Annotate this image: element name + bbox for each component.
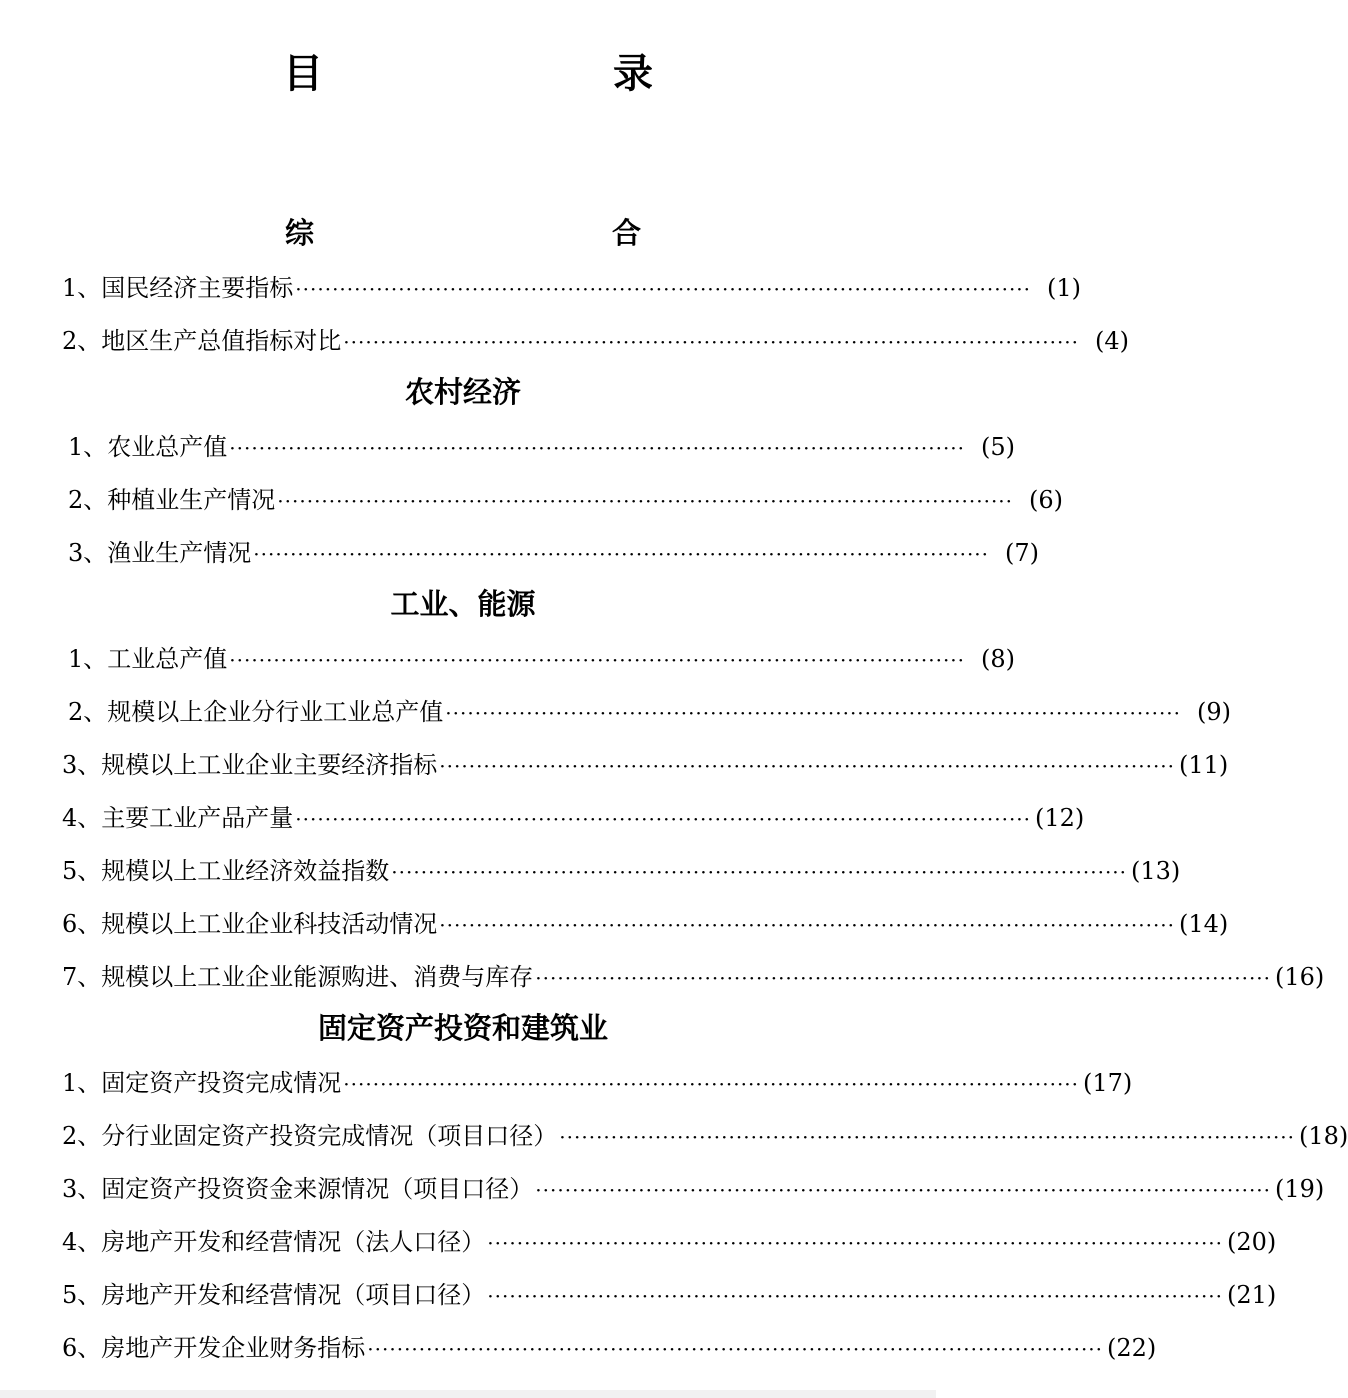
toc-entry[interactable] (62, 854, 1181, 888)
toc-entry-page: (6) (1029, 486, 1064, 514)
section-title-fixed-assets-construction: 固定资产投资和建筑业 (317, 1011, 608, 1045)
toc-entry-label: 种植业生产情况 (107, 486, 276, 514)
leader-dots: ···································································································· (343, 1072, 1080, 1096)
toc-entry-page: (11) (1179, 751, 1229, 779)
toc-entry-label: 固定资产投资完成情况 (101, 1069, 342, 1097)
page-bottom-edge (0, 1390, 936, 1398)
leader-dots: ···································································································· (439, 754, 1176, 778)
toc-entry-label: 房地产开发和经营情况（法人口径） (101, 1228, 486, 1256)
toc-entry-page: (9) (1197, 698, 1232, 726)
toc-entry-number: 6、 (62, 1334, 102, 1362)
toc-entry-page: (12) (1035, 804, 1085, 832)
toc-entry-number: 4、 (62, 1228, 102, 1256)
toc-entry-label: 国民经济主要指标 (101, 274, 294, 302)
toc-entry-label: 固定资产投资资金来源情况（项目口径） (101, 1175, 534, 1203)
toc-entry-label: 规模以上企业分行业工业总产值 (107, 698, 444, 726)
leader-dots: ···································································································· (295, 277, 1032, 301)
toc-entry-page: (18) (1299, 1122, 1348, 1150)
toc-entry-number: 2、 (62, 1122, 102, 1150)
leader-dots: ···································································································· (535, 966, 1272, 990)
leader-dots: ···································································································· (391, 860, 1128, 884)
toc-entry-label: 工业总产值 (107, 645, 228, 673)
toc-entry-page: (22) (1107, 1334, 1157, 1362)
toc-entry-label: 房地产开发和经营情况（项目口径） (101, 1281, 486, 1309)
toc-entry-page: (17) (1083, 1069, 1133, 1097)
toc-entry-number: 1、 (62, 274, 102, 302)
toc-entry[interactable] (62, 1119, 1348, 1153)
leader-dots: ···································································································· (559, 1125, 1296, 1149)
toc-entry-label: 地区生产总值指标对比 (101, 327, 342, 355)
leader-dots: ···································································································· (295, 807, 1032, 831)
toc-entry[interactable] (68, 483, 1064, 517)
section-title-general: 综 合 (284, 216, 721, 250)
toc-entry-number: 2、 (62, 327, 102, 355)
leader-dots: ···································································································· (367, 1337, 1104, 1361)
toc-entry-label: 规模以上工业经济效益指数 (101, 857, 390, 885)
toc-entry[interactable] (62, 324, 1130, 358)
toc-entry[interactable] (68, 536, 1040, 570)
toc-entry[interactable] (62, 1066, 1133, 1100)
toc-entry[interactable] (68, 430, 1016, 464)
toc-entry-page: (16) (1275, 963, 1325, 991)
page-title: 目 录 (283, 51, 723, 97)
toc-entry-label: 规模以上工业企业主要经济指标 (101, 751, 438, 779)
leader-dots: ···································································································· (535, 1178, 1272, 1202)
toc-entry-page: (19) (1275, 1175, 1325, 1203)
leader-dots: ···································································································· (445, 701, 1182, 725)
toc-entry[interactable] (62, 271, 1082, 305)
toc-entry-number: 3、 (68, 539, 108, 567)
toc-entry[interactable] (62, 1278, 1277, 1312)
toc-entry[interactable] (68, 642, 1016, 676)
toc-entry-label: 规模以上工业企业能源购进、消费与库存 (101, 963, 534, 991)
toc-entry-number: 7、 (62, 963, 102, 991)
toc-entry-page: (8) (981, 645, 1016, 673)
section-title-rural-economy: 农村经济 (404, 375, 521, 409)
toc-entry-label: 主要工业产品产量 (101, 804, 294, 832)
leader-dots: ···································································································· (229, 436, 966, 460)
toc-entry[interactable] (62, 960, 1325, 994)
toc-entry-label: 农业总产值 (107, 433, 228, 461)
toc-entry-number: 3、 (62, 1175, 102, 1203)
toc-entry-page: (1) (1047, 274, 1082, 302)
toc-entry[interactable] (62, 801, 1085, 835)
section-title-industry-energy: 工业、能源 (390, 587, 536, 621)
toc-entry-label: 规模以上工业企业科技活动情况 (101, 910, 438, 938)
toc-entry-page: (14) (1179, 910, 1229, 938)
leader-dots: ···································································································· (277, 489, 1014, 513)
leader-dots: ···································································································· (487, 1231, 1224, 1255)
toc-entry-number: 1、 (68, 433, 108, 461)
toc-entry-number: 2、 (68, 698, 108, 726)
toc-entry-label: 渔业生产情况 (107, 539, 252, 567)
toc-entry[interactable] (62, 1331, 1157, 1365)
toc-entry-label: 房地产开发企业财务指标 (101, 1334, 366, 1362)
toc-entry-number: 5、 (62, 857, 102, 885)
leader-dots: ···································································································· (487, 1284, 1224, 1308)
toc-entry-number: 1、 (68, 645, 108, 673)
toc-entry-number: 3、 (62, 751, 102, 779)
toc-entry-label: 分行业固定资产投资完成情况（项目口径） (101, 1122, 558, 1150)
toc-entry-page: (4) (1095, 327, 1130, 355)
toc-entry[interactable] (62, 748, 1229, 782)
toc-entry-number: 4、 (62, 804, 102, 832)
leader-dots: ···································································································· (253, 542, 990, 566)
toc-entry-number: 5、 (62, 1281, 102, 1309)
toc-entry-number: 6、 (62, 910, 102, 938)
toc-entry-page: (13) (1131, 857, 1181, 885)
toc-entry-page: (7) (1005, 539, 1040, 567)
toc-entry-page: (5) (981, 433, 1016, 461)
toc-entry[interactable] (62, 1172, 1325, 1206)
toc-entry[interactable] (62, 1225, 1277, 1259)
toc-entry[interactable] (68, 695, 1232, 729)
leader-dots: ···································································································· (229, 648, 966, 672)
toc-entry[interactable] (62, 907, 1229, 941)
leader-dots: ···································································································· (439, 913, 1176, 937)
toc-entry-number: 2、 (68, 486, 108, 514)
toc-entry-page: (21) (1227, 1281, 1277, 1309)
toc-entry-page: (20) (1227, 1228, 1277, 1256)
leader-dots: ···································································································· (343, 330, 1080, 354)
toc-entry-number: 1、 (62, 1069, 102, 1097)
